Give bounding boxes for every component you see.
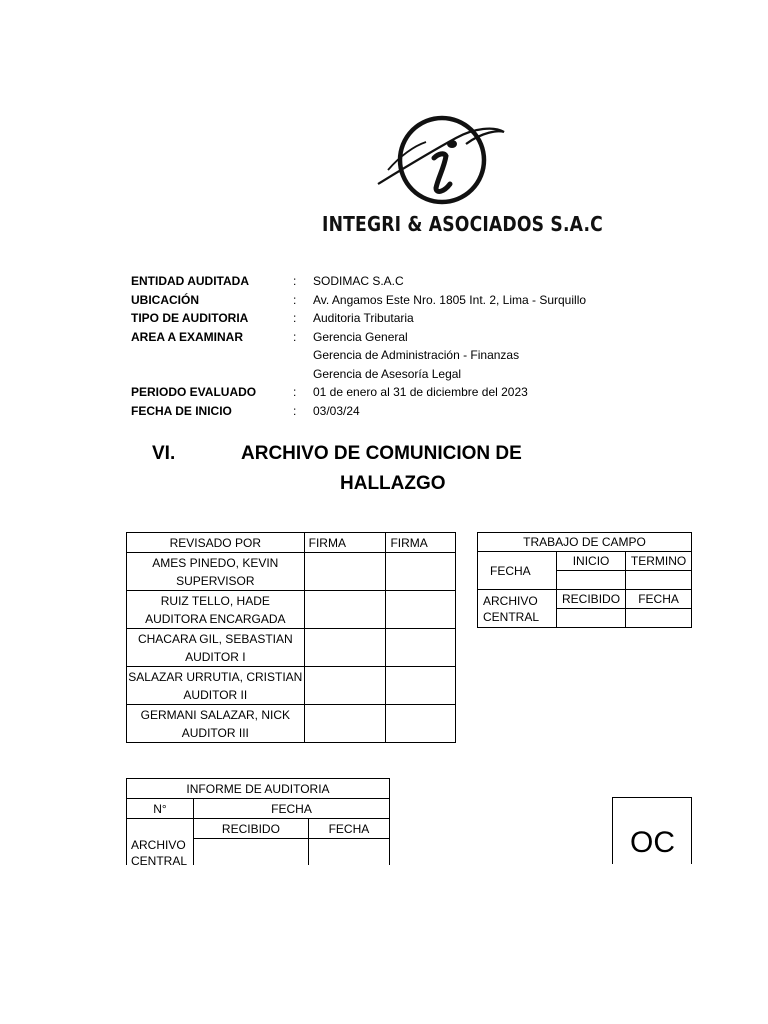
central-line: CENTRAL [483, 609, 540, 624]
info-value: Gerencia de Administración - Finanzas [313, 348, 520, 362]
info-label: AREA A EXAMINAR [131, 329, 244, 344]
reviewer-role: SUPERVISOR [176, 573, 255, 588]
info-row-area [131, 328, 586, 347]
report-number-label: N° [127, 799, 194, 819]
report-fecha-cell[interactable] [308, 839, 389, 866]
info-row-entidad [131, 272, 586, 291]
report-fecha2-header: FECHA [308, 819, 389, 839]
reviewer-role: AUDITOR III [181, 725, 249, 740]
reviewer-cell [127, 553, 305, 591]
info-colon: : [293, 311, 297, 325]
central-line: CENTRAL [131, 854, 188, 865]
info-row-area-3 [131, 365, 586, 384]
fieldwork-fecha-cell[interactable] [626, 609, 692, 628]
report-title: INFORME DE AUDITORIA [127, 779, 390, 799]
reviewer-role: AUDITOR II [183, 687, 248, 702]
signature-cell[interactable] [386, 591, 456, 629]
archivo-line: ARCHIVO [483, 593, 538, 608]
info-colon [293, 346, 313, 365]
info-row-fecha-inicio [131, 402, 586, 421]
info-colon [293, 365, 313, 384]
info-label: FECHA DE INICIO [131, 403, 232, 418]
reviewer-cell [127, 591, 305, 629]
report-table-wrapper [120, 770, 400, 865]
signature-cell[interactable] [386, 629, 456, 667]
info-value: 01 de enero al 31 de diciembre del 2023 [313, 385, 528, 399]
info-label [131, 346, 293, 365]
info-colon: : [293, 385, 297, 399]
header-firma-2: FIRMA [386, 533, 456, 553]
company-name: INTEGRI & ASOCIADOS S.A.C [322, 212, 603, 236]
fieldwork-table [477, 532, 692, 628]
header-firma: FIRMA [304, 533, 386, 553]
signature-cell[interactable] [386, 705, 456, 743]
fieldwork-termino-header: TERMINO [626, 552, 692, 571]
fieldwork-recibido-header: RECIBIDO [557, 590, 626, 609]
fieldwork-fecha-label: FECHA [478, 552, 557, 590]
signature-cell[interactable] [304, 705, 386, 743]
oc-label: OC [630, 826, 675, 859]
reviewer-name: GERMANI SALAZAR, NICK [140, 707, 290, 722]
reviewer-name: SALAZAR URRUTIA, CRISTIAN [128, 669, 303, 684]
fieldwork-inicio-header: INICIO [557, 552, 626, 571]
table-row [127, 705, 456, 743]
review-table [126, 532, 456, 743]
section-title-line2: HALLAZGO [340, 473, 446, 494]
signature-cell[interactable] [386, 553, 456, 591]
archivo-line: ARCHIVO [131, 838, 186, 852]
table-row [127, 667, 456, 705]
signature-cell[interactable] [386, 667, 456, 705]
info-row-area-2 [131, 346, 586, 365]
table-row [127, 553, 456, 591]
info-row-ubicacion [131, 291, 586, 310]
info-value: SODIMAC S.A.C [313, 274, 404, 288]
section-title: ARCHIVO DE COMUNICION DE [241, 443, 522, 464]
info-colon: : [293, 274, 297, 288]
info-colon: : [293, 329, 297, 344]
fieldwork-title: TRABAJO DE CAMPO [478, 533, 692, 552]
reviewer-role: AUDITOR I [185, 649, 246, 664]
info-label: UBICACIÓN [131, 292, 199, 307]
reviewer-cell [127, 705, 305, 743]
reviewer-cell [127, 667, 305, 705]
info-label [131, 365, 293, 384]
signature-cell[interactable] [304, 591, 386, 629]
table-row [127, 629, 456, 667]
info-colon: : [293, 403, 297, 418]
fieldwork-fecha-header: FECHA [626, 590, 692, 609]
audit-info [131, 272, 586, 420]
oc-box [612, 797, 692, 864]
signature-cell[interactable] [304, 667, 386, 705]
info-row-tipo [131, 309, 586, 328]
report-fecha-header: FECHA [194, 799, 390, 819]
fieldwork-inicio-cell[interactable] [557, 571, 626, 590]
reviewer-role: AUDITORA ENCARGADA [145, 611, 286, 626]
fieldwork-termino-cell[interactable] [626, 571, 692, 590]
info-label: PERIODO EVALUADO [131, 385, 257, 399]
info-value: Gerencia de Asesoría Legal [313, 366, 462, 381]
report-recibido-header: RECIBIDO [194, 819, 309, 839]
fieldwork-recibido-cell[interactable] [557, 609, 626, 628]
section-number: VI. [152, 443, 176, 464]
info-colon: : [293, 292, 297, 307]
table-row [127, 591, 456, 629]
info-value: Auditoria Tributaria [313, 311, 414, 325]
info-row-periodo [131, 383, 586, 402]
report-recibido-cell[interactable] [194, 839, 309, 866]
reviewer-name: RUIZ TELLO, HADE [160, 593, 270, 608]
reviewer-name: CHACARA GIL, SEBASTIAN [137, 631, 293, 646]
reviewer-cell [127, 629, 305, 667]
company-logo [374, 110, 510, 210]
signature-cell[interactable] [304, 629, 386, 667]
reviewer-name: AMES PINEDO, KEVIN [152, 555, 279, 570]
report-archivo-label [127, 819, 194, 866]
info-label: TIPO DE AUDITORIA [131, 311, 249, 325]
signature-cell[interactable] [304, 553, 386, 591]
info-label: ENTIDAD AUDITADA [131, 274, 249, 288]
info-value: 03/03/24 [313, 403, 360, 418]
info-value: Gerencia General [313, 329, 408, 344]
report-table [126, 778, 390, 865]
info-value: Av. Angamos Este Nro. 1805 Int. 2, Lima - Surquillo [313, 292, 587, 307]
header-revisado-por: REVISADO POR [127, 533, 305, 553]
fieldwork-archivo-label [478, 590, 557, 628]
